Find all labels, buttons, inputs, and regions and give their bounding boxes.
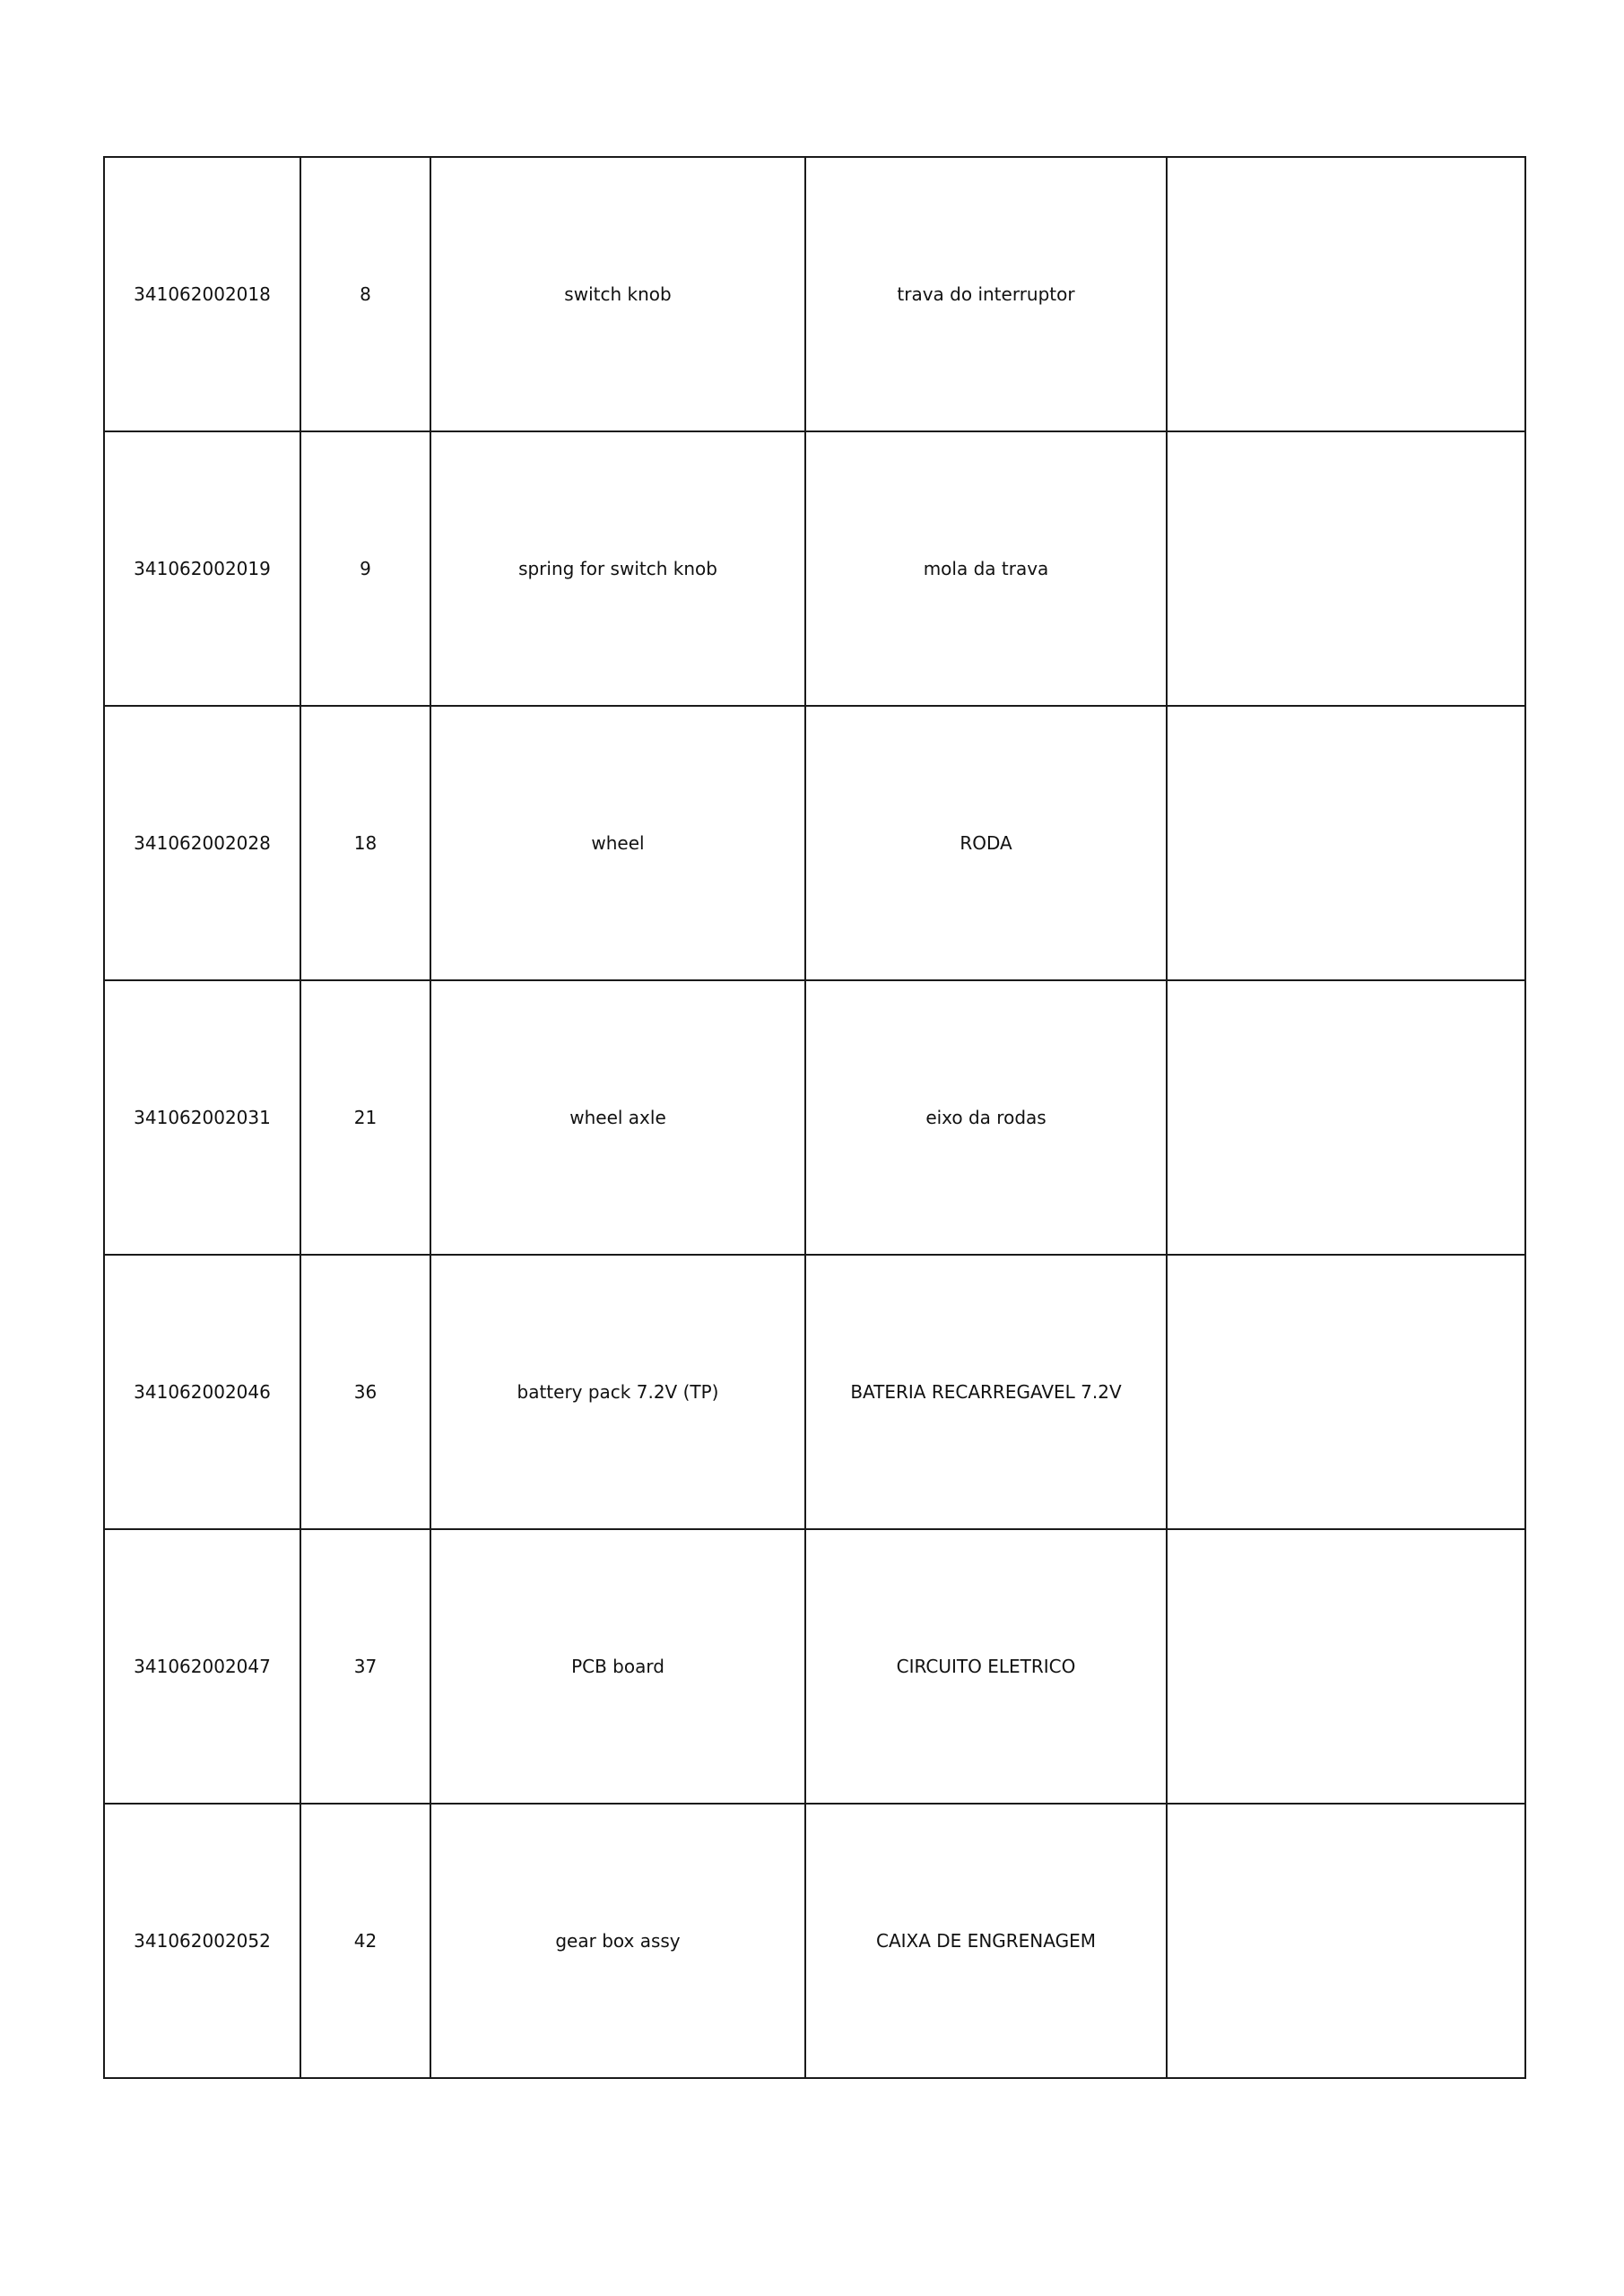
table-row <box>104 980 1525 1255</box>
part-code-cell: 341062002046 <box>104 1255 300 1529</box>
portuguese-name-cell: eixo da rodas <box>805 980 1167 1255</box>
position-number-cell: 18 <box>300 706 430 980</box>
table-row <box>104 1529 1525 1804</box>
table-row <box>104 431 1525 706</box>
position-number-cell: 9 <box>300 431 430 706</box>
portuguese-name-cell: trava do interruptor <box>805 157 1167 431</box>
table-row <box>104 706 1525 980</box>
english-name-cell: switch knob <box>430 157 805 431</box>
position-number-cell: 21 <box>300 980 430 1255</box>
note-cell <box>1167 980 1525 1255</box>
english-name-cell: spring for switch knob <box>430 431 805 706</box>
table-row <box>104 1255 1525 1529</box>
english-name-cell: PCB board <box>430 1529 805 1804</box>
portuguese-name-cell: CIRCUITO ELETRICO <box>805 1529 1167 1804</box>
english-name-cell: gear box assy <box>430 1804 805 2078</box>
note-cell <box>1167 706 1525 980</box>
part-code-cell: 341062002047 <box>104 1529 300 1804</box>
position-number-cell: 8 <box>300 157 430 431</box>
part-code-cell: 341062002018 <box>104 157 300 431</box>
note-cell <box>1167 1529 1525 1804</box>
english-name-cell: wheel axle <box>430 980 805 1255</box>
table-row <box>104 157 1525 431</box>
table-row <box>104 1804 1525 2078</box>
english-name-cell: battery pack 7.2V (TP) <box>430 1255 805 1529</box>
part-code-cell: 341062002052 <box>104 1804 300 2078</box>
note-cell <box>1167 1804 1525 2078</box>
portuguese-name-cell: mola da trava <box>805 431 1167 706</box>
part-code-cell: 341062002019 <box>104 431 300 706</box>
part-code-cell: 341062002031 <box>104 980 300 1255</box>
portuguese-name-cell: CAIXA DE ENGRENAGEM <box>805 1804 1167 2078</box>
portuguese-name-cell: RODA <box>805 706 1167 980</box>
position-number-cell: 42 <box>300 1804 430 2078</box>
portuguese-name-cell: BATERIA RECARREGAVEL 7.2V <box>805 1255 1167 1529</box>
position-number-cell: 37 <box>300 1529 430 1804</box>
note-cell <box>1167 431 1525 706</box>
note-cell <box>1167 157 1525 431</box>
position-number-cell: 36 <box>300 1255 430 1529</box>
parts-table <box>103 156 1526 2079</box>
part-code-cell: 341062002028 <box>104 706 300 980</box>
english-name-cell: wheel <box>430 706 805 980</box>
note-cell <box>1167 1255 1525 1529</box>
